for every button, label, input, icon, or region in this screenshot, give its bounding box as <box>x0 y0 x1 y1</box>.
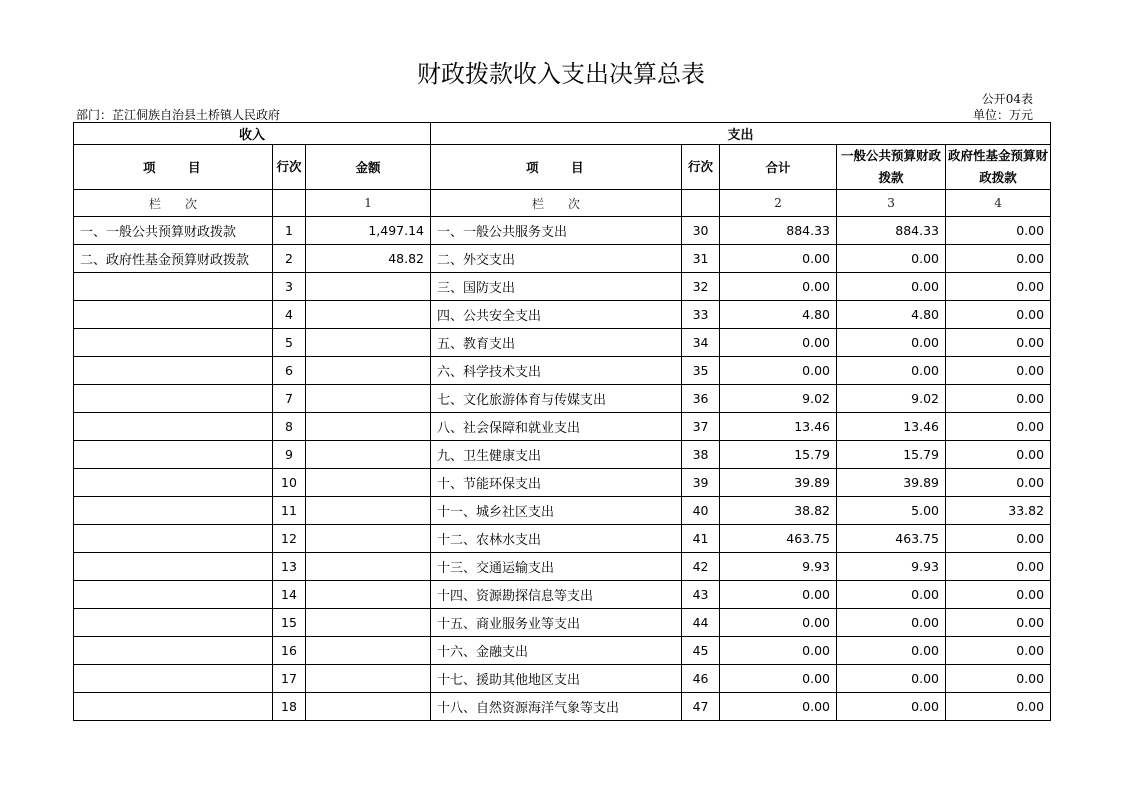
income-seq-cell: 13 <box>273 553 306 581</box>
department-label: 部门：芷江侗族自治县土桥镇人民政府 <box>76 108 281 122</box>
fund-budget-amount-cell: 0.00 <box>946 385 1051 413</box>
expense-seq-cell: 45 <box>682 637 720 665</box>
expense-col-label: 栏 次 <box>431 190 682 217</box>
income-col-label: 栏 次 <box>74 190 273 217</box>
fund-budget-amount-cell: 0.00 <box>946 665 1051 693</box>
income-item-cell <box>74 665 273 693</box>
income-item-cell <box>74 469 273 497</box>
expense-item-cell: 二、外交支出 <box>431 245 682 273</box>
table-row <box>74 413 1051 441</box>
income-amount-cell <box>306 329 431 357</box>
expense-seq-cell: 41 <box>682 525 720 553</box>
expense-seq-cell: 35 <box>682 357 720 385</box>
income-item-cell <box>74 637 273 665</box>
income-item-cell <box>74 385 273 413</box>
col-index-2: 2 <box>720 190 837 217</box>
income-item-cell: 二、政府性基金预算财政拨款 <box>74 245 273 273</box>
income-seq-cell: 6 <box>273 357 306 385</box>
fund-budget-amount-cell: 0.00 <box>946 441 1051 469</box>
income-amount-cell <box>306 553 431 581</box>
general-budget-amount-cell: 5.00 <box>837 497 946 525</box>
fund-budget-amount-cell: 0.00 <box>946 245 1051 273</box>
general-budget-amount-cell: 0.00 <box>837 609 946 637</box>
section-header-row <box>74 123 1051 145</box>
expense-total-cell: 0.00 <box>720 273 837 301</box>
fund-budget-amount-cell: 0.00 <box>946 637 1051 665</box>
income-amount-cell: 48.82 <box>306 245 431 273</box>
expense-item-cell: 十三、交通运输支出 <box>431 553 682 581</box>
fund-budget-amount-cell: 0.00 <box>946 525 1051 553</box>
fund-budget-amount-cell: 0.00 <box>946 217 1051 245</box>
general-budget-amount-cell: 39.89 <box>837 469 946 497</box>
income-item-cell <box>74 581 273 609</box>
expense-item-cell: 四、公共安全支出 <box>431 301 682 329</box>
expense-total-cell: 0.00 <box>720 581 837 609</box>
income-item-cell <box>74 609 273 637</box>
income-amount-cell <box>306 469 431 497</box>
table-row <box>74 693 1051 721</box>
income-amount-cell <box>306 581 431 609</box>
income-header: 收入 <box>74 123 431 145</box>
expense-item-cell: 十一、城乡社区支出 <box>431 497 682 525</box>
table-row <box>74 497 1051 525</box>
expense-seq-cell: 31 <box>682 245 720 273</box>
page-title: 财政拨款收入支出决算总表 <box>417 60 705 88</box>
income-seq-cell: 5 <box>273 329 306 357</box>
table-row <box>74 469 1051 497</box>
income-item-header: 项 目 <box>74 145 273 190</box>
general-budget-amount-cell: 884.33 <box>837 217 946 245</box>
expense-total-cell: 9.93 <box>720 553 837 581</box>
expense-total-cell: 0.00 <box>720 665 837 693</box>
general-budget-amount-cell: 9.02 <box>837 385 946 413</box>
table-row <box>74 525 1051 553</box>
fund-budget-amount-cell: 0.00 <box>946 413 1051 441</box>
table-row <box>74 553 1051 581</box>
col-index-4: 4 <box>946 190 1051 217</box>
fund-budget-amount-cell: 0.00 <box>946 273 1051 301</box>
income-amount-cell <box>306 413 431 441</box>
expense-item-cell: 十八、自然资源海洋气象等支出 <box>431 693 682 721</box>
table-row <box>74 441 1051 469</box>
column-header-row <box>74 145 1051 190</box>
income-amount-cell <box>306 525 431 553</box>
income-seq-cell: 1 <box>273 217 306 245</box>
general-budget-amount-cell: 13.46 <box>837 413 946 441</box>
income-seq-cell: 3 <box>273 273 306 301</box>
expense-seq-header: 行次 <box>682 145 720 190</box>
unit-label: 单位：万元 <box>972 108 1033 122</box>
table-row <box>74 217 1051 245</box>
expense-seq-cell: 39 <box>682 469 720 497</box>
expense-total-cell: 0.00 <box>720 693 837 721</box>
table-row <box>74 329 1051 357</box>
income-seq-cell: 8 <box>273 413 306 441</box>
income-item-cell <box>74 273 273 301</box>
income-item-cell <box>74 357 273 385</box>
income-amount-cell <box>306 665 431 693</box>
expense-item-cell: 三、国防支出 <box>431 273 682 301</box>
income-item-cell <box>74 497 273 525</box>
column-index-row <box>74 190 1051 217</box>
expense-total-cell: 0.00 <box>720 609 837 637</box>
expense-total-cell: 4.80 <box>720 301 837 329</box>
income-seq-cell: 10 <box>273 469 306 497</box>
expense-total-cell: 463.75 <box>720 525 837 553</box>
table-row <box>74 581 1051 609</box>
expense-total-cell: 0.00 <box>720 245 837 273</box>
income-item-cell <box>74 441 273 469</box>
general-budget-amount-cell: 9.93 <box>837 553 946 581</box>
table-row <box>74 273 1051 301</box>
expense-total-cell: 0.00 <box>720 329 837 357</box>
expense-item-cell: 五、教育支出 <box>431 329 682 357</box>
expense-item-header: 项 目 <box>431 145 682 190</box>
income-item-cell <box>74 525 273 553</box>
col-index-1: 1 <box>306 190 431 217</box>
fund-budget-amount-cell: 0.00 <box>946 693 1051 721</box>
income-seq-cell: 14 <box>273 581 306 609</box>
expense-total-cell: 39.89 <box>720 469 837 497</box>
expense-item-cell: 十七、援助其他地区支出 <box>431 665 682 693</box>
expense-item-cell: 六、科学技术支出 <box>431 357 682 385</box>
expense-item-cell: 一、一般公共服务支出 <box>431 217 682 245</box>
general-budget-header: 一般公共预算财政拨款 <box>837 145 946 190</box>
income-amount-cell <box>306 637 431 665</box>
table-row <box>74 385 1051 413</box>
expense-seq-cell: 46 <box>682 665 720 693</box>
expense-total-cell: 0.00 <box>720 637 837 665</box>
income-amount-cell <box>306 357 431 385</box>
income-item-cell <box>74 413 273 441</box>
expense-total-cell: 0.00 <box>720 357 837 385</box>
expense-seq-cell: 42 <box>682 553 720 581</box>
expense-seq-cell: 32 <box>682 273 720 301</box>
general-budget-amount-cell: 0.00 <box>837 357 946 385</box>
expense-item-cell: 十六、金融支出 <box>431 637 682 665</box>
expense-item-cell: 十五、商业服务业等支出 <box>431 609 682 637</box>
income-item-cell <box>74 301 273 329</box>
general-budget-amount-cell: 0.00 <box>837 273 946 301</box>
income-amount-cell <box>306 301 431 329</box>
expense-seq-cell: 37 <box>682 413 720 441</box>
income-amount-cell <box>306 693 431 721</box>
income-seq-cell: 2 <box>273 245 306 273</box>
income-amount-cell <box>306 441 431 469</box>
general-budget-amount-cell: 0.00 <box>837 581 946 609</box>
income-amount-header: 金额 <box>306 145 431 190</box>
expense-item-cell: 十四、资源勘探信息等支出 <box>431 581 682 609</box>
income-amount-cell: 1,497.14 <box>306 217 431 245</box>
fund-budget-amount-cell: 0.00 <box>946 357 1051 385</box>
expense-item-cell: 九、卫生健康支出 <box>431 441 682 469</box>
fund-budget-amount-cell: 0.00 <box>946 553 1051 581</box>
income-amount-cell <box>306 609 431 637</box>
table-row <box>74 357 1051 385</box>
general-budget-amount-cell: 0.00 <box>837 245 946 273</box>
expense-seq-cell: 30 <box>682 217 720 245</box>
income-seq-blank <box>273 190 306 217</box>
table-row <box>74 245 1051 273</box>
total-header: 合计 <box>720 145 837 190</box>
expense-seq-cell: 40 <box>682 497 720 525</box>
table-row <box>74 665 1051 693</box>
income-amount-cell <box>306 497 431 525</box>
income-item-cell <box>74 553 273 581</box>
form-number: 公开04表 <box>981 92 1033 106</box>
expense-seq-cell: 36 <box>682 385 720 413</box>
expense-seq-cell: 44 <box>682 609 720 637</box>
expense-total-cell: 9.02 <box>720 385 837 413</box>
income-item-cell: 一、一般公共预算财政拨款 <box>74 217 273 245</box>
general-budget-amount-cell: 0.00 <box>837 329 946 357</box>
expense-item-cell: 七、文化旅游体育与传媒支出 <box>431 385 682 413</box>
expense-header: 支出 <box>431 123 1051 145</box>
income-seq-header: 行次 <box>273 145 306 190</box>
income-amount-cell <box>306 385 431 413</box>
income-seq-cell: 4 <box>273 301 306 329</box>
income-seq-cell: 16 <box>273 637 306 665</box>
fund-budget-amount-cell: 33.82 <box>946 497 1051 525</box>
expense-seq-cell: 33 <box>682 301 720 329</box>
income-seq-cell: 11 <box>273 497 306 525</box>
income-amount-cell <box>306 273 431 301</box>
fund-budget-amount-cell: 0.00 <box>946 329 1051 357</box>
income-seq-cell: 12 <box>273 525 306 553</box>
fund-budget-amount-cell: 0.00 <box>946 469 1051 497</box>
expense-seq-cell: 38 <box>682 441 720 469</box>
general-budget-amount-cell: 0.00 <box>837 665 946 693</box>
general-budget-amount-cell: 463.75 <box>837 525 946 553</box>
income-seq-cell: 17 <box>273 665 306 693</box>
expense-item-cell: 十、节能环保支出 <box>431 469 682 497</box>
income-seq-cell: 7 <box>273 385 306 413</box>
expense-item-cell: 八、社会保障和就业支出 <box>431 413 682 441</box>
expense-total-cell: 884.33 <box>720 217 837 245</box>
table-row <box>74 637 1051 665</box>
general-budget-amount-cell: 15.79 <box>837 441 946 469</box>
income-seq-cell: 18 <box>273 693 306 721</box>
col-index-3: 3 <box>837 190 946 217</box>
expense-item-cell: 十二、农林水支出 <box>431 525 682 553</box>
table-row <box>74 301 1051 329</box>
expense-seq-cell: 34 <box>682 329 720 357</box>
expense-total-cell: 13.46 <box>720 413 837 441</box>
budget-table <box>73 122 1051 721</box>
general-budget-amount-cell: 0.00 <box>837 637 946 665</box>
fund-budget-amount-cell: 0.00 <box>946 609 1051 637</box>
income-item-cell <box>74 329 273 357</box>
income-seq-cell: 9 <box>273 441 306 469</box>
expense-seq-cell: 43 <box>682 581 720 609</box>
income-item-cell <box>74 693 273 721</box>
general-budget-amount-cell: 0.00 <box>837 693 946 721</box>
expense-total-cell: 15.79 <box>720 441 837 469</box>
expense-seq-blank <box>682 190 720 217</box>
expense-seq-cell: 47 <box>682 693 720 721</box>
fund-budget-amount-cell: 0.00 <box>946 581 1051 609</box>
fund-budget-amount-cell: 0.00 <box>946 301 1051 329</box>
table-row <box>74 609 1051 637</box>
fund-budget-header: 政府性基金预算财政拨款 <box>946 145 1051 190</box>
expense-total-cell: 38.82 <box>720 497 837 525</box>
income-seq-cell: 15 <box>273 609 306 637</box>
general-budget-amount-cell: 4.80 <box>837 301 946 329</box>
